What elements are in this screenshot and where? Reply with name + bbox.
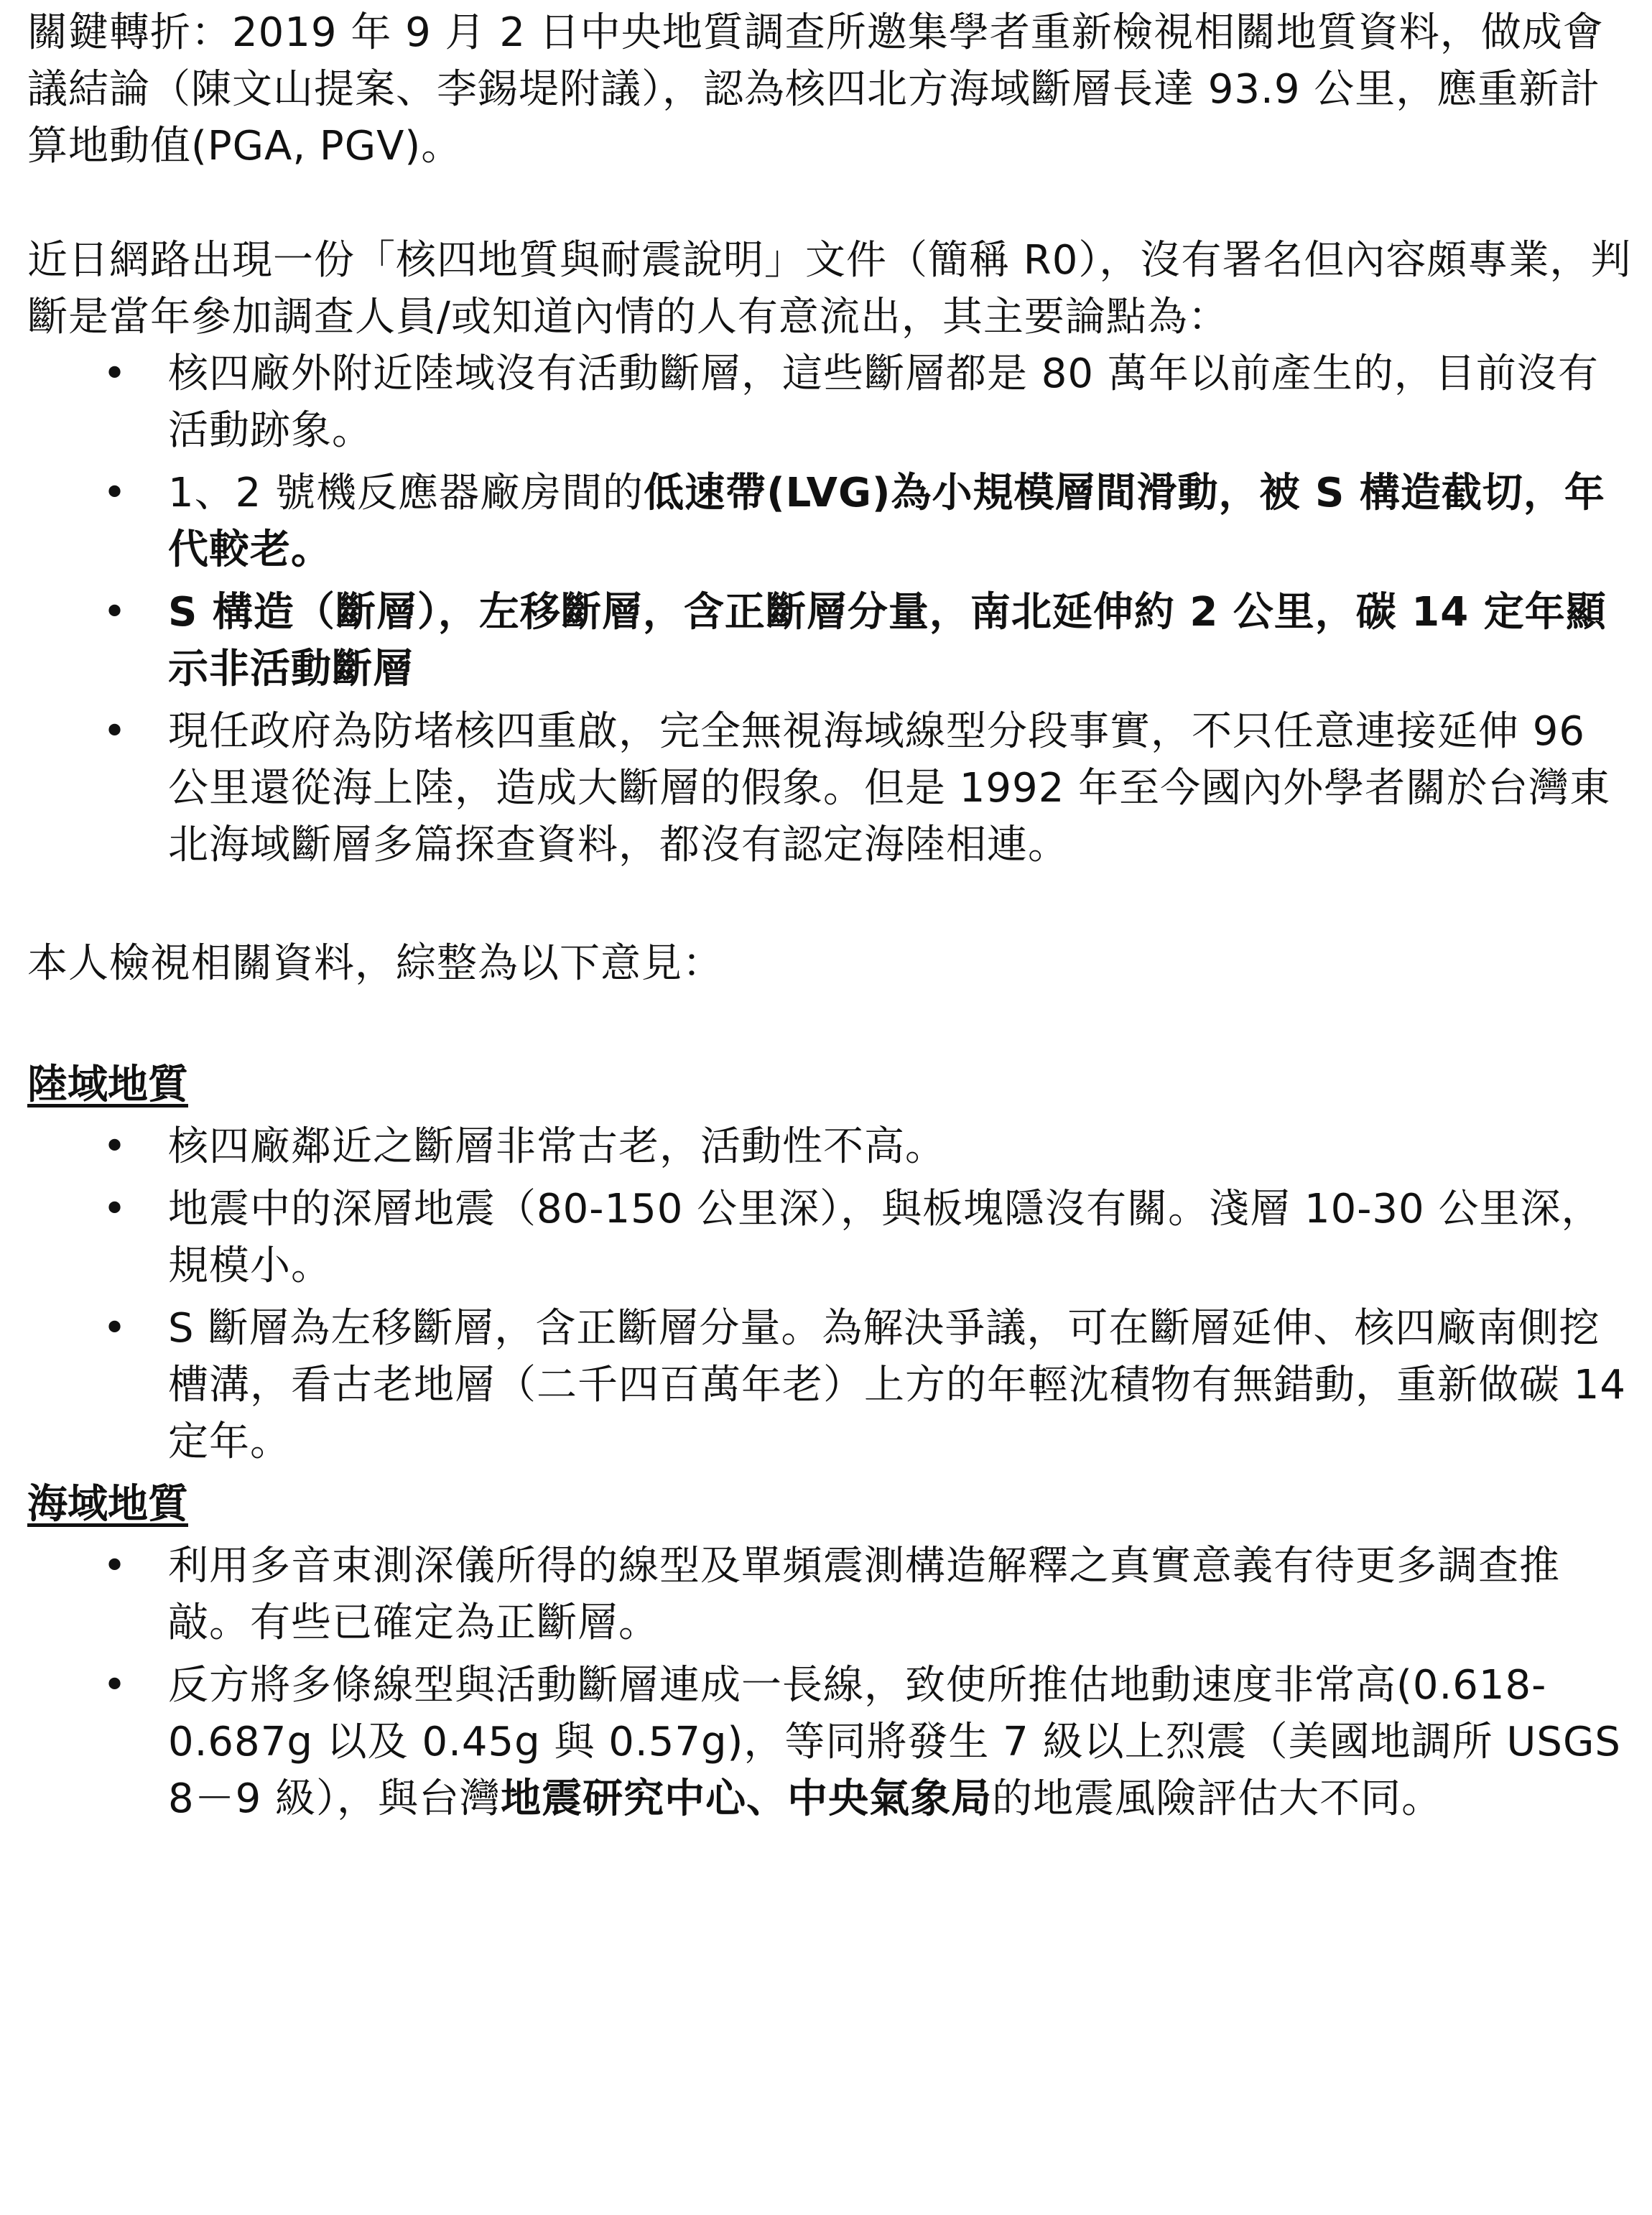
list-item: [27, 703, 1636, 873]
list-item-text: 核四廠外附近陸域沒有活動斷層，這些斷層都是 80 萬年以前產生的，目前沒有活動跡象。: [168, 350, 1599, 454]
list-item: [27, 345, 1636, 459]
document-page: [27, 4, 1636, 1833]
list-item: [27, 1657, 1636, 1827]
list-item-text: 現任政府為防堵核四重啟，完全無視海域線型分段事實，不只任意連接延伸 96 公里還從海上陸，造成大斷層的假象。但是 1992 年至今國內外學者關於台灣東北海域斷層多篇探查資料，都沒有認定海陸相連。: [168, 708, 1611, 868]
bullet-icon: •: [102, 1662, 128, 1709]
bullet-icon: •: [102, 589, 128, 636]
opinion-intro: 本人檢視相關資料，綜整為以下意見：: [27, 940, 723, 987]
bullet-icon: •: [102, 1543, 128, 1589]
intro-paragraph-r0-document: 近日網路出現一份「核四地質與耐震說明」文件（簡稱 R0），沒有署名但內容頗專業，判斷是當年參加調查人員/或知道內情的人有意流出，其主要論點為：: [27, 237, 1632, 340]
list-item-text: 的地震風險評估大不同。: [992, 1775, 1443, 1822]
list-item: [27, 1300, 1636, 1470]
list-item: [27, 1181, 1636, 1294]
bullet-icon: •: [102, 470, 128, 516]
bullet-icon: •: [102, 350, 128, 397]
list-item-text: 地震中的深層地震（80-150 公里深），與板塊隱沒有關。淺層 10-30 公里深，規模小。: [168, 1186, 1602, 1289]
land-geology-heading: 陸域地質: [27, 1062, 188, 1108]
list-item-text: 核四廠鄰近之斷層非常古老，活動性不高。: [168, 1123, 946, 1170]
list-item-text: 利用多音束測深儀所得的線型及單頻震測構造解釋之真實意義有待更多調查推敲。有些已確定為正斷層。: [168, 1543, 1560, 1646]
bullet-icon: •: [102, 1123, 128, 1170]
list-item-text: 反方將多條線型與活動斷層連成一長線，致使所推估地動速度非常高(0.618-0.687g 以及 0.45g 與 0.57g)，等同將發生 7 級以上烈震（美國地調所 USGS 8－9 級），與台灣: [168, 1662, 1621, 1822]
bullet-icon: •: [102, 1186, 128, 1232]
list-item-bold-text: 地震研究中心、中央氣象局: [501, 1775, 993, 1822]
intro-paragraph-key-turn: 關鍵轉折：2019 年 9 月 2 日中央地質調查所邀集學者重新檢視相關地質資料，做成會議結論（陳文山提案、李錫堤附議），認為核四北方海域斷層長達 93.9 公里，應重新計算地動值(PGA, PGV)。: [27, 9, 1604, 170]
r0-points-list: [27, 345, 1636, 873]
list-item: [27, 465, 1636, 578]
land-geology-list: [27, 1118, 1636, 1470]
sea-geology-heading: 海域地質: [27, 1481, 188, 1528]
list-item: [27, 1538, 1636, 1651]
list-item-text: 1、2 號機反應器廠房間的: [168, 470, 644, 516]
bullet-icon: •: [102, 708, 128, 755]
list-item: [27, 1118, 1636, 1175]
list-item-text: S 斷層為左移斷層，含正斷層分量。為解決爭議，可在斷層延伸、核四廠南側挖槽溝，看古老地層（二千四百萬年老）上方的年輕沈積物有無錯動，重新做碳 14 定年。: [168, 1305, 1627, 1465]
list-item: [27, 584, 1636, 697]
list-item-bold-text: S 構造（斷層），左移斷層，含正斷層分量，南北延伸約 2 公里，碳 14 定年顯示非活動斷層: [168, 589, 1607, 692]
list-item-bold-text: 低速帶(LVG)為小規模層間滑動，被 S 構造截切，年代較老。: [168, 470, 1605, 573]
bullet-icon: •: [102, 1305, 128, 1352]
sea-geology-list: [27, 1538, 1636, 1827]
